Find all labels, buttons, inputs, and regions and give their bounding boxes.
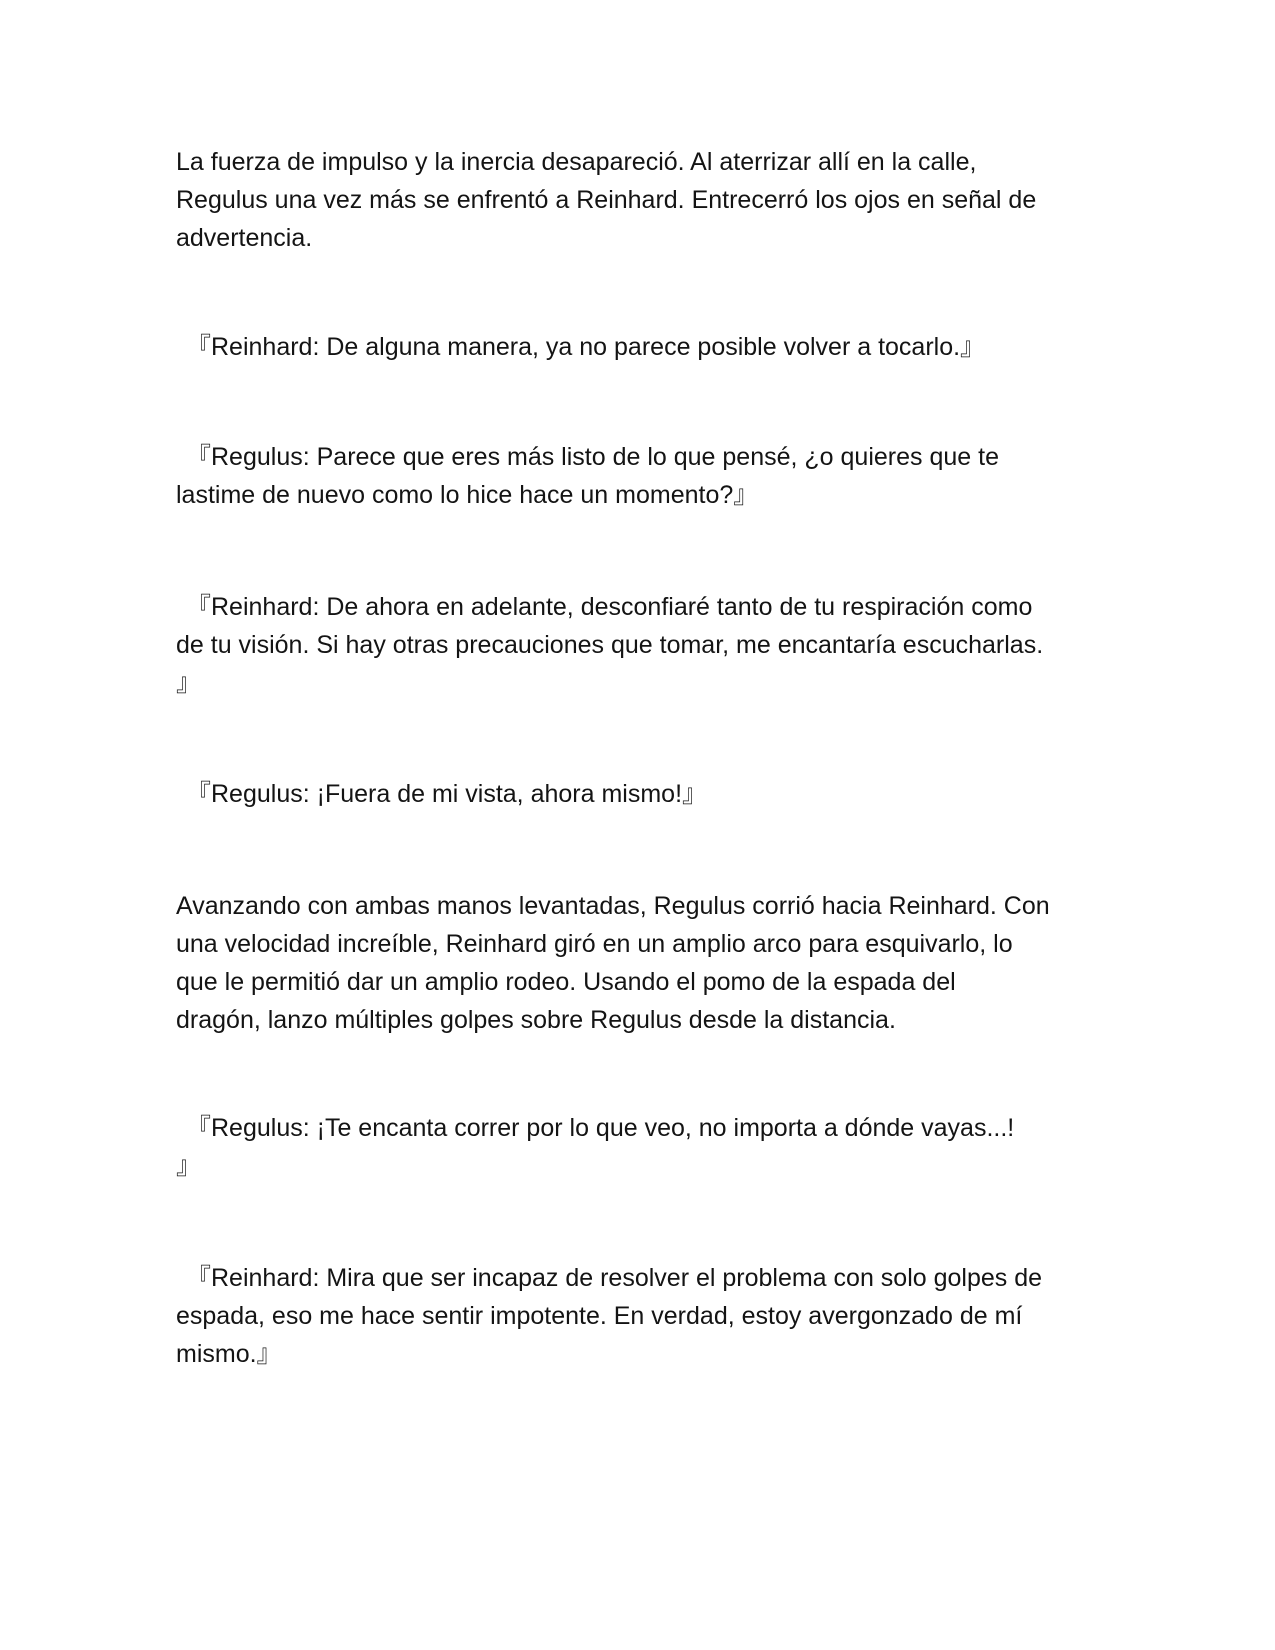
text-line: que le permitió dar un amplio rodeo. Usando el pomo de la espada del [176,968,956,996]
text-line: mismo.』 [176,1340,282,1368]
dialogue-regulus-1 [176,438,1106,514]
text-line: Regulus una vez más se enfrentó a Reinhard. Entrecerró los ojos en señal de [176,186,1037,214]
text-line: 『Regulus: ¡Fuera de mi vista, ahora mismo!』 [186,780,708,808]
paragraph-narration-1 [176,143,1106,257]
text-line: 『Reinhard: De ahora en adelante, desconfiaré tanto de tu respiración como [186,593,1033,621]
text-line: 『Regulus: ¡Te encanta correr por lo que veo, no importa a dónde vayas...! [186,1114,1015,1142]
text-line: lastime de nuevo como lo hice hace un momento?』 [176,481,759,509]
text-line: 』 [176,1152,202,1180]
text-line: 『Reinhard: Mira que ser incapaz de resolver el problema con solo golpes de [186,1264,1043,1292]
dialogue-regulus-2 [176,775,1106,813]
text-line: de tu visión. Si hay otras precauciones que tomar, me encantaría escucharlas. [176,631,1044,659]
text-line: Avanzando con ambas manos levantadas, Regulus corrió hacia Reinhard. Con [176,892,1050,920]
text-line: espada, eso me hace sentir impotente. En verdad, estoy avergonzado de mí [176,1302,1023,1330]
text-line: una velocidad increíble, Reinhard giró en un amplio arco para esquivarlo, lo [176,930,1013,958]
text-line: 』 [176,669,202,697]
dialogue-reinhard-2 [176,588,1106,702]
text-line: dragón, lanzo múltiples golpes sobre Regulus desde la distancia. [176,1006,896,1034]
text-line: advertencia. [176,224,313,252]
text-line: La fuerza de impulso y la inercia desapareció. Al aterrizar allí en la calle, [176,148,977,176]
text-line: 『Regulus: Parece que eres más listo de lo que pensé, ¿o quieres que te [186,443,999,471]
paragraph-narration-2 [176,887,1106,1039]
dialogue-reinhard-1 [176,328,1106,366]
dialogue-reinhard-3 [176,1259,1106,1373]
text-line: 『Reinhard: De alguna manera, ya no parece posible volver a tocarlo.』 [186,333,986,361]
dialogue-regulus-3 [176,1109,1106,1185]
